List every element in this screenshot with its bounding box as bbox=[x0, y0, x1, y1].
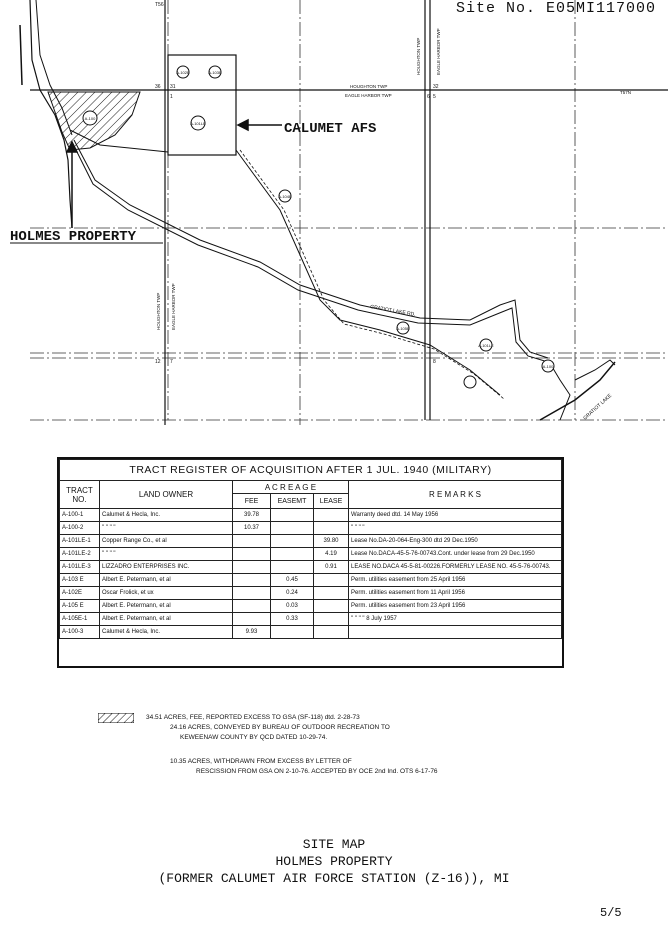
lease-cell bbox=[314, 522, 349, 535]
note-2-line-2: RESCISSION FROM GSA ON 2-10-76. ACCEPTED BY OCE 2nd Ind. OTS 6-17-76 bbox=[196, 768, 438, 775]
owner-cell: Calumet & Hecla, Inc. bbox=[100, 626, 233, 639]
remarks-cell: Perm. utilities easement from 23 April 1956 bbox=[349, 600, 562, 613]
map-title-block bbox=[0, 836, 668, 887]
township-lines bbox=[30, 0, 668, 425]
remarks-cell: Perm. utilities easement from 25 April 1956 bbox=[349, 574, 562, 587]
fee-cell bbox=[233, 574, 271, 587]
easement-cell bbox=[271, 626, 314, 639]
register-row bbox=[60, 600, 562, 613]
fee-cell: 9.93 bbox=[233, 626, 271, 639]
svg-text:A-102E: A-102E bbox=[176, 70, 190, 75]
remarks-cell: Warranty deed dtd. 14 May 1956 bbox=[349, 509, 562, 522]
register-row bbox=[60, 574, 562, 587]
register-row bbox=[60, 535, 562, 548]
owner-cell: Copper Range Co., et al bbox=[100, 535, 233, 548]
register-title: TRACT REGISTER OF ACQUISITION AFTER 1 JUL. 1940 (MILITARY) bbox=[60, 460, 562, 481]
lease-cell: 4.19 bbox=[314, 548, 349, 561]
lake-label: GRATIOT LAKE bbox=[582, 392, 614, 422]
easement-cell: 0.24 bbox=[271, 587, 314, 600]
note-1 bbox=[98, 713, 498, 743]
easement-cell bbox=[271, 535, 314, 548]
houghton-twp-vertical: HOUGHTON TWP bbox=[416, 37, 421, 75]
svg-text:A-101LE: A-101LE bbox=[190, 121, 206, 126]
header-easement: EASEMT bbox=[271, 494, 314, 509]
fee-cell bbox=[233, 587, 271, 600]
footer-line-1: SITE MAP bbox=[302, 837, 366, 852]
tract-markers bbox=[83, 66, 554, 388]
header-remarks: R E M A R K S bbox=[349, 481, 562, 509]
easement-cell bbox=[271, 561, 314, 574]
corner-label-t57n: T57N bbox=[620, 90, 632, 95]
easement-cell bbox=[271, 509, 314, 522]
fee-cell bbox=[233, 535, 271, 548]
lease-cell: 39.80 bbox=[314, 535, 349, 548]
lease-cell bbox=[314, 600, 349, 613]
remarks-cell: Perm. utilities easement from 11 April 1956 bbox=[349, 587, 562, 600]
lease-cell bbox=[314, 574, 349, 587]
fee-cell: 39.78 bbox=[233, 509, 271, 522]
owner-cell: Albert E. Petermann, et al bbox=[100, 613, 233, 626]
eagle-harbor-twp-label: EAGLE HARBOR TWP bbox=[345, 93, 392, 98]
tract-no-cell: A-100-2 bbox=[60, 522, 100, 535]
owner-cell: Oscar Frolick, et ux bbox=[100, 587, 233, 600]
eagle-harbor-twp-vertical-2: EAGLE HARBOR TWP bbox=[171, 283, 176, 330]
svg-text:8: 8 bbox=[433, 359, 436, 365]
note-1-line-1: 34.51 ACRES, FEE, REPORTED EXCESS TO GSA (SF-118) dtd. 2-28-73 bbox=[146, 714, 360, 721]
site-number: Site No. E05MI117000 bbox=[456, 0, 657, 17]
note-1-line-2: 24.16 ACRES, CONVEYED BY BUREAU OF OUTDOOR RECREATION TO bbox=[170, 724, 390, 731]
lease-cell bbox=[314, 587, 349, 600]
register-row bbox=[60, 522, 562, 535]
svg-text:A-101LE: A-101LE bbox=[478, 343, 494, 348]
easement-cell: 0.33 bbox=[271, 613, 314, 626]
svg-text:A-100: A-100 bbox=[542, 364, 554, 369]
register-row bbox=[60, 509, 562, 522]
register-rows bbox=[60, 509, 562, 639]
svg-text:A-104E: A-104E bbox=[278, 194, 292, 199]
svg-text:5: 5 bbox=[433, 94, 436, 100]
fee-cell bbox=[233, 561, 271, 574]
tract-no-cell: A-101LE-3 bbox=[60, 561, 100, 574]
lease-cell bbox=[314, 626, 349, 639]
owner-cell: Albert E. Petermann, et al bbox=[100, 574, 233, 587]
svg-text:36: 36 bbox=[155, 84, 161, 90]
tract-no-cell: A-105E-1 bbox=[60, 613, 100, 626]
svg-text:1: 1 bbox=[170, 94, 173, 100]
easement-cell bbox=[271, 522, 314, 535]
remarks-cell bbox=[349, 626, 562, 639]
owner-cell: " " " " bbox=[100, 548, 233, 561]
header-lease: LEASE bbox=[314, 494, 349, 509]
remarks-cell: " " " " bbox=[349, 522, 562, 535]
remarks-cell: LEASE NO.DACA 45-5-81-00226.FORMERLY LEASE NO. 45-5-76-00743. bbox=[349, 561, 562, 574]
eagle-harbor-twp-vertical: EAGLE HARBOR TWP bbox=[436, 28, 441, 75]
tract-no-cell: A-101LE-1 bbox=[60, 535, 100, 548]
note-2 bbox=[98, 757, 498, 777]
header-acreage: A C R E A G E bbox=[233, 481, 349, 494]
holmes-property-label: HOLMES PROPERTY bbox=[10, 229, 137, 245]
register-row bbox=[60, 548, 562, 561]
lease-cell bbox=[314, 509, 349, 522]
register-row bbox=[60, 626, 562, 639]
easement-cell: 0.45 bbox=[271, 574, 314, 587]
tract-no-cell: A-103 E bbox=[60, 574, 100, 587]
lease-cell bbox=[314, 613, 349, 626]
site-map bbox=[0, 0, 668, 440]
svg-text:6: 6 bbox=[427, 94, 430, 100]
houghton-twp-label: HOUGHTON TWP bbox=[350, 84, 388, 89]
remarks-cell: " " " " 8 July 1957 bbox=[349, 613, 562, 626]
houghton-twp-vertical-2: HOUGHTON TWP bbox=[156, 292, 161, 330]
hatch-legend-icon bbox=[98, 713, 134, 723]
tract-no-cell: A-100-3 bbox=[60, 626, 100, 639]
owner-cell: Albert E. Petermann, et al bbox=[100, 600, 233, 613]
remarks-cell: Lease No.DACA-45-5-76-00743.Cont. under lease from 29 Dec.1950 bbox=[349, 548, 562, 561]
tract-no-cell: A-101LE-2 bbox=[60, 548, 100, 561]
owner-cell: Calumet & Hecla, Inc. bbox=[100, 509, 233, 522]
tract-no-cell: A-100-1 bbox=[60, 509, 100, 522]
remarks-cell: Lease No.DA-20-064-Eng-300 dtd 29 Dec.1950 bbox=[349, 535, 562, 548]
note-2-line-1: 10.35 ACRES, WITHDRAWN FROM EXCESS BY LETTER OF bbox=[170, 758, 352, 765]
header-tract-no: TRACT NO. bbox=[60, 481, 100, 509]
footer-line-3: (FORMER CALUMET AIR FORCE STATION (Z-16)), MI bbox=[158, 871, 510, 886]
page-number: 5/5 bbox=[600, 906, 622, 920]
section-grid bbox=[30, 0, 668, 425]
svg-text:32: 32 bbox=[433, 84, 439, 90]
svg-text:31: 31 bbox=[170, 84, 176, 90]
fee-cell bbox=[233, 613, 271, 626]
tract-register bbox=[57, 457, 564, 668]
easement-cell bbox=[271, 548, 314, 561]
svg-text:A-103E: A-103E bbox=[208, 70, 222, 75]
owner-cell: LIZZADRO ENTERPRISES INC. bbox=[100, 561, 233, 574]
fee-cell: 10.37 bbox=[233, 522, 271, 535]
corner-label-top: T56 bbox=[155, 2, 164, 8]
fee-cell bbox=[233, 548, 271, 561]
svg-text:12: 12 bbox=[155, 359, 161, 365]
note-1-line-3: KEWEENAW COUNTY BY QCD DATED 10-29-74. bbox=[180, 734, 328, 741]
register-row bbox=[60, 561, 562, 574]
fee-cell bbox=[233, 600, 271, 613]
owner-cell: " " " " bbox=[100, 522, 233, 535]
register-row bbox=[60, 587, 562, 600]
lease-cell: 0.91 bbox=[314, 561, 349, 574]
notes bbox=[98, 713, 498, 785]
tract-no-cell: A-102E bbox=[60, 587, 100, 600]
easement-cell: 0.03 bbox=[271, 600, 314, 613]
svg-text:A-105E: A-105E bbox=[396, 326, 410, 331]
footer-line-2: HOLMES PROPERTY bbox=[275, 854, 393, 869]
tract-register-table bbox=[59, 459, 562, 639]
header-land-owner: LAND OWNER bbox=[100, 481, 233, 509]
header-fee: FEE bbox=[233, 494, 271, 509]
svg-text:7: 7 bbox=[170, 359, 173, 365]
calumet-afs-label: CALUMET AFS bbox=[284, 121, 377, 137]
register-row bbox=[60, 613, 562, 626]
road-label: GRATIOT LAKE RD. bbox=[369, 304, 416, 318]
tract-no-cell: A-105 E bbox=[60, 600, 100, 613]
svg-text:A-100: A-100 bbox=[84, 116, 96, 121]
